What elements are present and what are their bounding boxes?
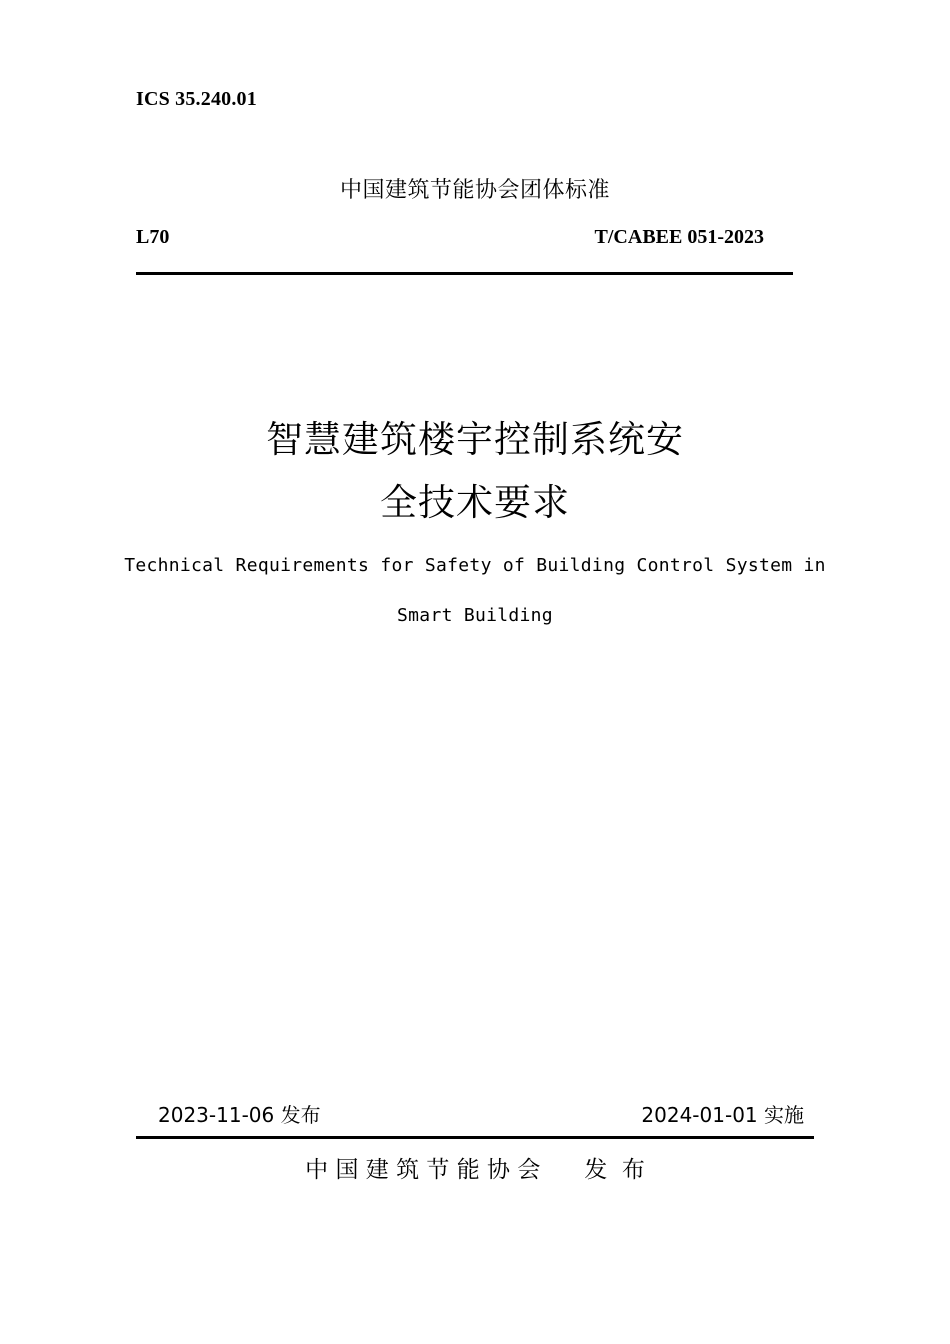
top-divider [136,272,793,275]
ics-code: ICS 35.240.01 [136,88,257,110]
title-chinese-line-2: 全技术要求 [380,481,570,524]
organization-heading: 中国建筑节能协会团体标准 [339,178,610,203]
title-chinese-line-1: 智慧建筑楼宇控制系统安 [266,418,684,461]
issue-date: 2023-11-06 发布 [158,1103,321,1127]
title-english-line-1: Technical Requirements for Safety of Building Control System in [124,555,826,576]
standard-number: T/CABEE 051-2023 [594,226,764,248]
classification-code: L70 [136,226,170,248]
effective-date: 2024-01-01 实施 [641,1103,804,1127]
bottom-divider [136,1136,814,1139]
publisher-line: 中 国 建 筑 节 能 协 会 发 布 [305,1157,645,1183]
title-english-line-2: Smart Building [397,605,553,626]
